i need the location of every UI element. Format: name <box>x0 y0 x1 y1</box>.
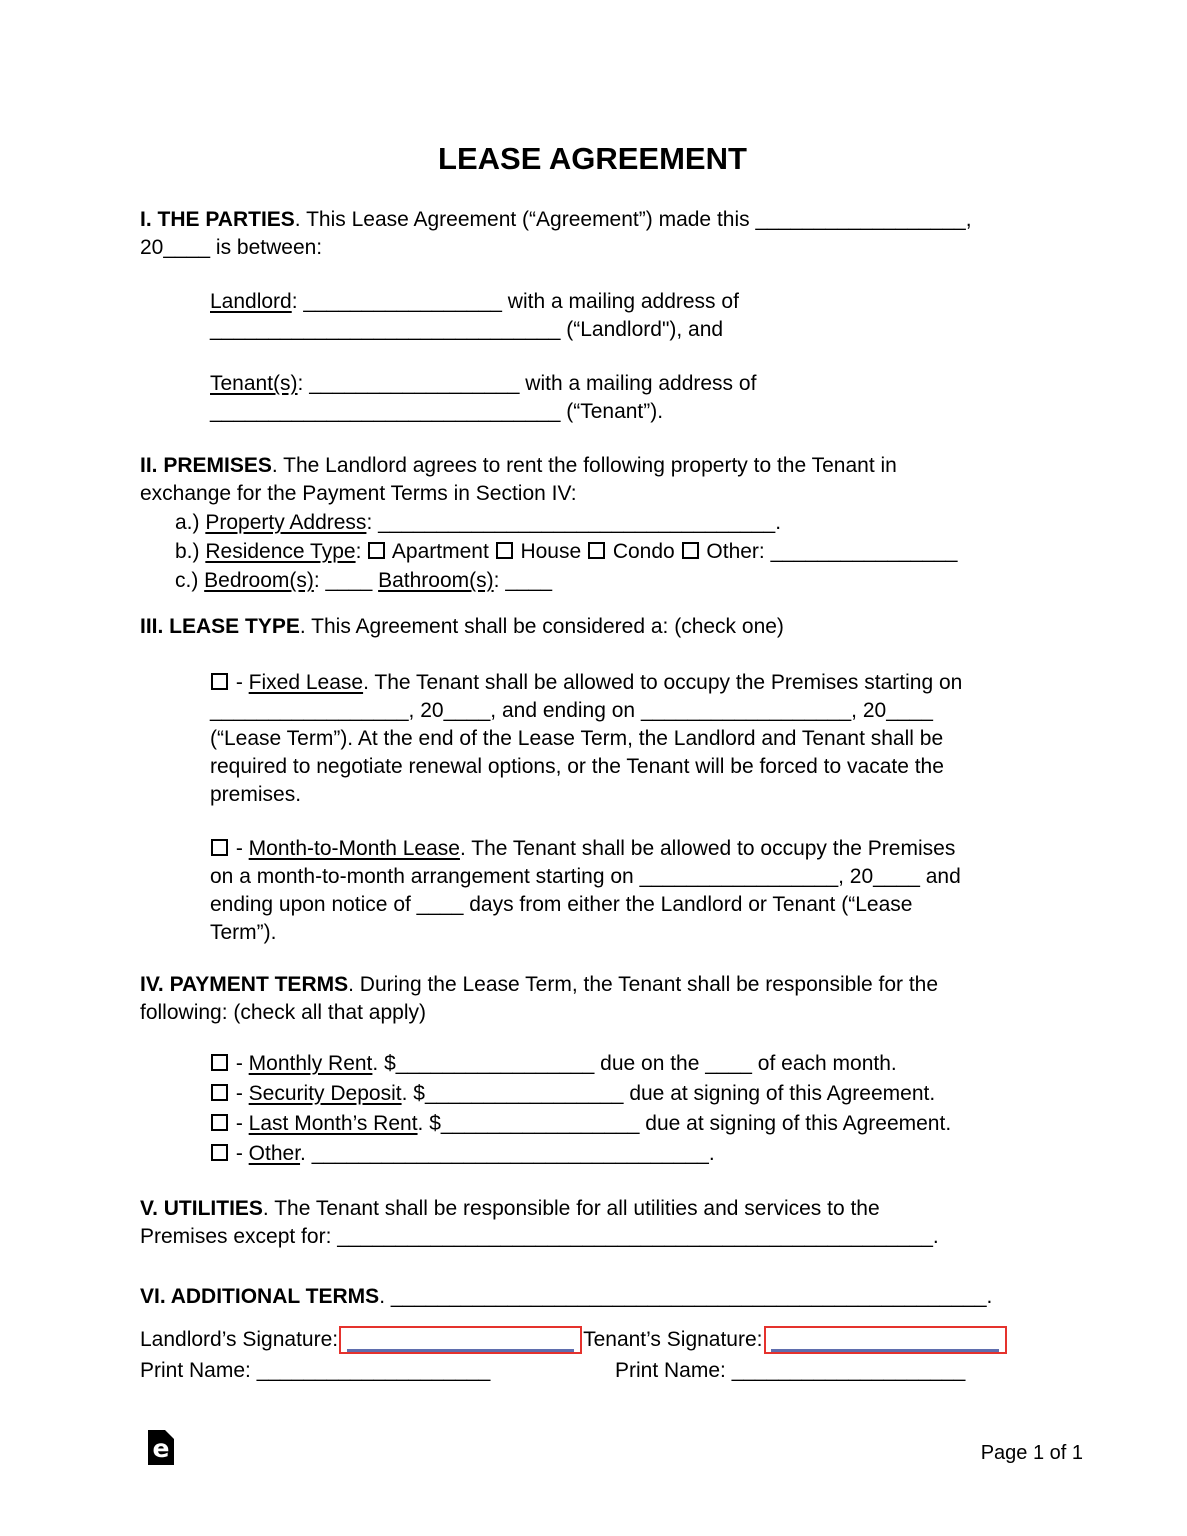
text-run: b.) <box>175 540 206 563</box>
text-run: (“Landlord"), and <box>560 318 724 341</box>
tenant-signature-label: Tenant’s Signature: <box>583 1328 763 1351</box>
landlord-signature-field[interactable] <box>339 1326 582 1354</box>
text-run: . <box>379 1285 391 1308</box>
text-run: : <box>313 569 326 592</box>
clause-fixed-lease-line <box>210 725 1045 753</box>
blank-rent-due-day: ____ <box>705 1052 752 1075</box>
payment-items-line <box>210 1079 1045 1109</box>
text-run: required to negotiate renewal options, or the Tenant will be forced to vacate the <box>210 755 944 778</box>
label-bathrooms: Bathroom(s) <box>378 569 494 592</box>
text-run: : <box>291 290 304 313</box>
text-run: - <box>230 1112 249 1135</box>
landlord-signature-label: Landlord’s Signature: <box>140 1328 339 1351</box>
clause-month-to-month-line <box>210 863 1045 891</box>
text-run: (“Tenant”). <box>560 400 664 423</box>
clause-fixed-lease-line <box>210 753 1045 781</box>
text-run: - <box>230 837 249 860</box>
clause-fixed-lease-line <box>210 697 1045 725</box>
text-run: exchange for the Payment Terms in Section IV: <box>140 482 577 505</box>
text-run: House <box>514 540 587 563</box>
section-additional-terms <box>140 1283 1045 1311</box>
heading-the-parties: I. THE PARTIES <box>140 208 295 231</box>
clause-month-to-month-line <box>210 919 1045 947</box>
section-lease-type-line <box>140 613 1045 641</box>
blank-m2m-start-year: ____ <box>873 865 920 888</box>
section-payment-terms <box>140 971 1045 1027</box>
heading-lease-type: III. LEASE TYPE <box>140 615 300 638</box>
payment-items <box>140 1049 1045 1169</box>
text-run: due at signing of this Agreement. <box>639 1112 952 1135</box>
heading-payment-terms: IV. PAYMENT TERMS <box>140 973 349 996</box>
text-run: - <box>230 1082 249 1105</box>
blank-fixed-start-date: _________________ <box>210 699 409 722</box>
page-fold-icon <box>165 1430 174 1439</box>
text-run: due on the <box>594 1052 706 1075</box>
text-run: . $ <box>372 1052 396 1075</box>
section-premises <box>140 452 1045 508</box>
text-run: Term”). <box>210 921 277 944</box>
label-other-payment: Other <box>248 1142 301 1165</box>
clause-tenant-line <box>210 370 1045 398</box>
page-indicator: Page 1 of 1 <box>980 1442 1083 1464</box>
section-parties-line <box>140 206 1045 234</box>
clause-month-to-month <box>140 835 1045 947</box>
clause-fixed-lease <box>140 669 1045 809</box>
label-bedrooms: Bedroom(s) <box>204 569 314 592</box>
section-additional-terms-line <box>140 1283 1045 1311</box>
blank-fixed-end-date: __________________ <box>640 699 852 722</box>
eforms-logo[interactable] <box>148 1430 174 1465</box>
checkbox-monthly-rent <box>211 1054 228 1071</box>
blank-last-months-rent-amount: _________________ <box>440 1112 640 1135</box>
blank-agreement-date: __________________ <box>755 208 966 231</box>
document-blocks <box>140 206 1045 1311</box>
text-run: , 20 <box>408 699 444 722</box>
label-security-deposit: Security Deposit <box>248 1082 402 1105</box>
text-run: . <box>775 511 782 534</box>
blank-landlord-name: _________________ <box>303 290 502 313</box>
blank-fixed-start-year: ____ <box>443 699 491 722</box>
blank-landlord-address: ______________________________ <box>210 318 561 341</box>
text-run: Condo <box>607 540 681 563</box>
section-utilities-line <box>140 1195 1045 1223</box>
text-run: : <box>366 511 379 534</box>
blank-monthly-rent-amount: _________________ <box>395 1052 595 1075</box>
premises-items-line <box>175 508 1045 537</box>
clause-tenant <box>140 370 1045 426</box>
blank-security-deposit-amount: _________________ <box>424 1082 624 1105</box>
clause-month-to-month-line <box>210 891 1045 919</box>
text-run: : <box>355 540 368 563</box>
text-run: - <box>230 1052 249 1075</box>
signature-blank-line <box>771 1349 998 1352</box>
section-utilities <box>140 1195 1045 1251</box>
text-run: of each month. <box>751 1052 897 1075</box>
section-payment-terms-line <box>140 999 1045 1027</box>
payment-items-line <box>210 1109 1045 1139</box>
checkbox-condo <box>588 542 605 559</box>
checkbox-house <box>496 542 513 559</box>
text-run: . $ <box>417 1112 441 1135</box>
blank-tenant-address: ______________________________ <box>210 400 561 423</box>
text-run: c.) <box>175 569 205 592</box>
checkbox-other-residence <box>682 542 699 559</box>
text-run: . The Tenant shall be allowed to occupy the Premises starting on <box>363 671 963 694</box>
checkbox-other-payment <box>211 1144 228 1161</box>
label-residence-type: Residence Type <box>205 540 356 563</box>
signature-blank-line <box>347 1349 574 1352</box>
blank-notice-days: ____ <box>416 893 464 916</box>
tenant-print-name: Print Name: ____________________ <box>615 1359 966 1382</box>
text-run: : <box>297 372 310 395</box>
text-run: . The Landlord agrees to rent the following property to the Tenant in <box>271 454 897 477</box>
text-run: . During the Lease Term, the Tenant shall be responsible for the <box>348 973 939 996</box>
document-title: LEASE AGREEMENT <box>438 141 747 176</box>
checkbox-apartment <box>368 542 385 559</box>
label-month-to-month: Month-to-Month Lease <box>248 837 460 860</box>
clause-tenant-line <box>210 398 1045 426</box>
clause-month-to-month-line <box>210 835 1045 863</box>
label-property-address: Property Address <box>205 511 367 534</box>
label-fixed-lease: Fixed Lease <box>248 671 364 694</box>
text-run: on a month-to-month arrangement starting on <box>210 865 640 888</box>
text-run: Premises except for: <box>140 1225 338 1248</box>
section-parties-line <box>140 234 1045 262</box>
payment-items-line <box>210 1049 1045 1079</box>
clause-landlord-line <box>210 316 1045 344</box>
text-run: . This Agreement shall be considered a: (check one) <box>299 615 784 638</box>
text-run: following: (check all that apply) <box>140 1001 426 1024</box>
section-utilities-line <box>140 1223 1045 1251</box>
section-premises-line <box>140 452 1045 480</box>
label-last-months-rent: Last Month’s Rent <box>248 1112 418 1135</box>
blank-residence-other: ________________ <box>770 540 958 563</box>
text-run: . This Lease Agreement (“Agreement”) made this <box>294 208 756 231</box>
blank-property-address: __________________________________ <box>378 511 776 534</box>
document-body <box>140 140 1045 1385</box>
clause-landlord-line <box>210 288 1045 316</box>
section-lease-type <box>140 613 1045 641</box>
text-run: is between: <box>210 236 323 259</box>
premises-items <box>140 508 1045 595</box>
premises-items-line <box>175 537 1045 566</box>
text-run: premises. <box>210 783 302 806</box>
signature-row <box>140 1323 1045 1357</box>
eforms-logo-letter: e <box>152 1434 170 1463</box>
section-premises-line <box>140 480 1045 508</box>
clause-fixed-lease-line <box>210 781 1045 809</box>
blank-bedrooms: ____ <box>325 569 373 592</box>
blank-fixed-end-year: ____ <box>886 699 933 722</box>
blank-tenant-name: __________________ <box>309 372 520 395</box>
text-run: Apartment <box>387 540 495 563</box>
label-monthly-rent: Monthly Rent <box>248 1052 373 1075</box>
text-run: . <box>932 1225 939 1248</box>
text-run: : <box>493 569 506 592</box>
text-run: a.) <box>175 511 206 534</box>
text-run: . <box>986 1285 993 1308</box>
text-run: due at signing of this Agreement. <box>623 1082 936 1105</box>
blank-other-payment: __________________________________ <box>311 1142 709 1165</box>
text-run: , 20 <box>838 865 874 888</box>
text-run: ending upon notice of <box>210 893 417 916</box>
text-run: days from either the Landlord or Tenant (“Lease <box>463 893 913 916</box>
section-payment-terms-line <box>140 971 1045 999</box>
text-run: . The Tenant shall be allowed to occupy the Premises <box>459 837 956 860</box>
tenant-signature-field[interactable] <box>764 1326 1007 1354</box>
landlord-print-name: Print Name: ____________________ <box>140 1359 491 1382</box>
text-run: - <box>230 671 249 694</box>
checkbox-month-to-month <box>211 839 228 856</box>
text-run: . <box>300 1142 312 1165</box>
text-run: and <box>919 865 961 888</box>
checkbox-fixed-lease <box>211 673 228 690</box>
blank-bathrooms: ____ <box>505 569 553 592</box>
heading-premises: II. PREMISES <box>140 454 272 477</box>
premises-items-line <box>175 566 1045 595</box>
text-run: - <box>230 1142 249 1165</box>
text-run: Other: <box>700 540 771 563</box>
text-run: with a mailing address of <box>501 290 739 313</box>
print-name-row <box>140 1357 1045 1385</box>
label-tenant: Tenant(s) <box>210 372 298 395</box>
checkbox-last-months-rent <box>211 1114 228 1131</box>
text-run: . <box>708 1142 715 1165</box>
text-run: . $ <box>401 1082 425 1105</box>
text-run: with a mailing address of <box>519 372 757 395</box>
heading-additional-terms: VI. ADDITIONAL TERMS <box>140 1285 380 1308</box>
blank-m2m-start-date: _________________ <box>639 865 839 888</box>
heading-utilities: V. UTILITIES <box>140 1197 263 1220</box>
text-run: , 20 <box>851 699 887 722</box>
label-landlord: Landlord <box>210 290 292 313</box>
clause-fixed-lease-line <box>210 669 1045 697</box>
blank-additional-terms: ___________________________________________________ <box>390 1285 987 1308</box>
payment-items-line <box>210 1139 1045 1169</box>
text-run: , and ending on <box>490 699 641 722</box>
checkbox-security-deposit <box>211 1084 228 1101</box>
clause-landlord <box>140 288 1045 344</box>
blank-agreement-year: ____ <box>163 236 211 259</box>
blank-utilities-exceptions: ___________________________________________________ <box>337 1225 933 1248</box>
text-run: . The Tenant shall be responsible for all utilities and services to the <box>262 1197 880 1220</box>
text-run: 20 <box>140 236 164 259</box>
text-run: , <box>965 208 972 231</box>
section-parties <box>140 206 1045 262</box>
text-run: (“Lease Term”). At the end of the Lease Term, the Landlord and Tenant shall be <box>210 727 944 750</box>
